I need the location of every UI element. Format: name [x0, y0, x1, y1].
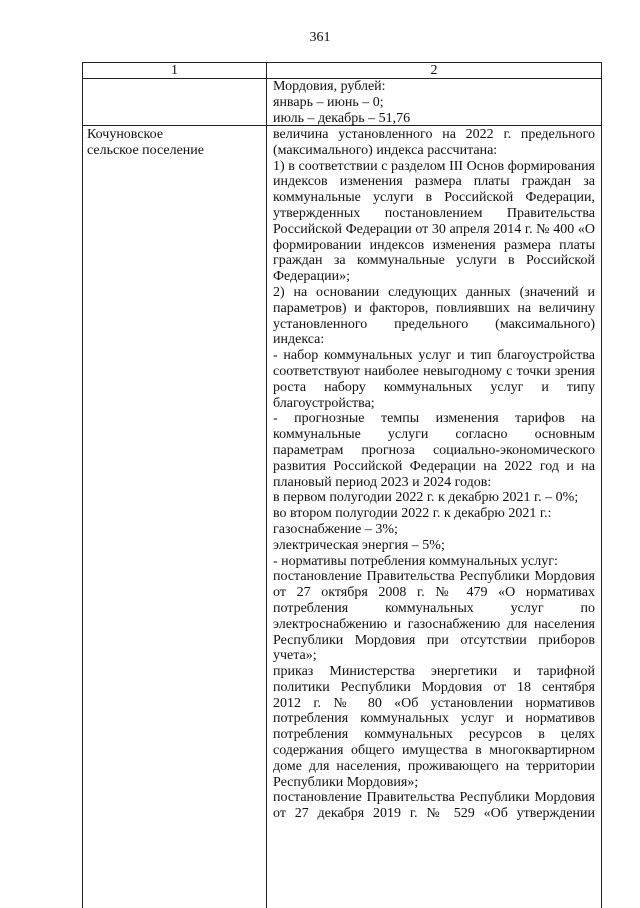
body-line: Республики Мордовия»;	[273, 774, 419, 790]
body-line: потребления коммунальных услуг по	[273, 600, 595, 616]
row1-line: январь – июнь – 0;	[273, 94, 384, 110]
body-line: параметров) и факторов, повлиявших на величину	[273, 300, 595, 316]
body-line: коммунальные услуги согласно основным	[273, 427, 595, 443]
body-line: 1) в соответствии с разделом III Основ формирования	[273, 158, 595, 174]
column-header-2: 2	[430, 63, 438, 78]
body-line: постановление Правительства Республики Мордовия	[273, 569, 595, 585]
body-line: газоснабжение – 3%;	[273, 521, 398, 537]
row1-line: Мордовия, рублей:	[273, 79, 386, 94]
body-line: коммунальные услуги в Российской Федерации,	[273, 190, 595, 206]
body-line: благоустройства;	[273, 395, 375, 411]
body-line: - набор коммунальных услуг и тип благоустройства	[273, 348, 595, 364]
body-line: электроснабжению и газоснабжению для населения	[273, 616, 595, 632]
body-line: во втором полугодии 2022 г. к декабрю 2021 г.:	[273, 506, 552, 522]
body-line: потребления коммунальных ресурсов в целях	[273, 727, 595, 743]
settlement-name	[87, 127, 262, 159]
row1-line: июль – декабрь – 51,76	[273, 110, 411, 126]
settlement-name-line: сельское поселение	[87, 142, 204, 158]
body-line: развития Российской Федерации на 2022 год и на	[273, 458, 595, 474]
page-number: 361	[309, 30, 331, 45]
body-line: приказ Министерства энергетики и тарифной	[273, 664, 595, 680]
body-line: Федерации»;	[273, 269, 351, 285]
row1-content	[273, 79, 593, 126]
body-line: соответствуют наиболее невыгодному с точки зрения	[273, 363, 595, 379]
body-line: электрическая энергия – 5%;	[273, 537, 445, 553]
body-line: (максимального) индекса рассчитана:	[273, 142, 498, 158]
body-line: параметрам прогноза социально-экономического	[273, 442, 595, 458]
body-line: Российской Федерации от 30 апреля 2014 г. № 400 «О	[273, 221, 595, 237]
body-line: 2012 г. № 80 «Об установлении нормативов	[273, 695, 595, 711]
body-line: индекса:	[273, 332, 325, 348]
body-line: роста набору коммунальных услуг и типу	[273, 379, 595, 395]
body-line: содержания общего имущества в многоквартирном	[273, 743, 595, 759]
body-line: граждан за коммунальные услуги в Российской	[273, 253, 595, 269]
body-line: - нормативы потребления коммунальных услуг:	[273, 553, 558, 569]
body-line: формировании индексов изменения размера платы	[273, 237, 595, 253]
body-line: политики Республики Мордовия от 18 сентября	[273, 679, 595, 695]
body-line: от 27 октября 2008 г. № 479 «О нормативах	[273, 585, 595, 601]
body-line: плановый период 2023 и 2024 годов:	[273, 474, 492, 490]
body-line: постановление Правительства Республики Мордовия	[273, 790, 595, 806]
body-line: индексов изменения размера платы граждан за	[273, 174, 595, 190]
body-line: величина установленного на 2022 г. предельного	[273, 127, 595, 142]
body-line: доме для населения, проживающего на территории	[273, 758, 595, 774]
column-header-1: 1	[171, 63, 178, 78]
body-line: - прогнозные темпы изменения тарифов на	[273, 411, 595, 427]
data-table	[82, 62, 602, 908]
body-line: установленного предельного (максимального)	[273, 316, 595, 332]
body-line: в первом полугодии 2022 г. к декабрю 2021 г. – 0%;	[273, 490, 579, 506]
column-divider	[266, 63, 267, 908]
body-line: Республики Мордовия при отсутствии приборов	[273, 632, 595, 648]
body-line: 2) на основании следующих данных (значений и	[273, 284, 595, 300]
index-description	[273, 127, 595, 822]
body-line: утвержденных постановлением Правительства	[273, 205, 595, 221]
body-line: потребления коммунальных услуг и нормативов	[273, 711, 595, 727]
body-line: от 27 декабря 2019 г. № 529 «Об утверждении	[273, 806, 595, 822]
body-line: учета»;	[273, 648, 317, 664]
settlement-name-line: Кочуновское	[87, 127, 164, 142]
